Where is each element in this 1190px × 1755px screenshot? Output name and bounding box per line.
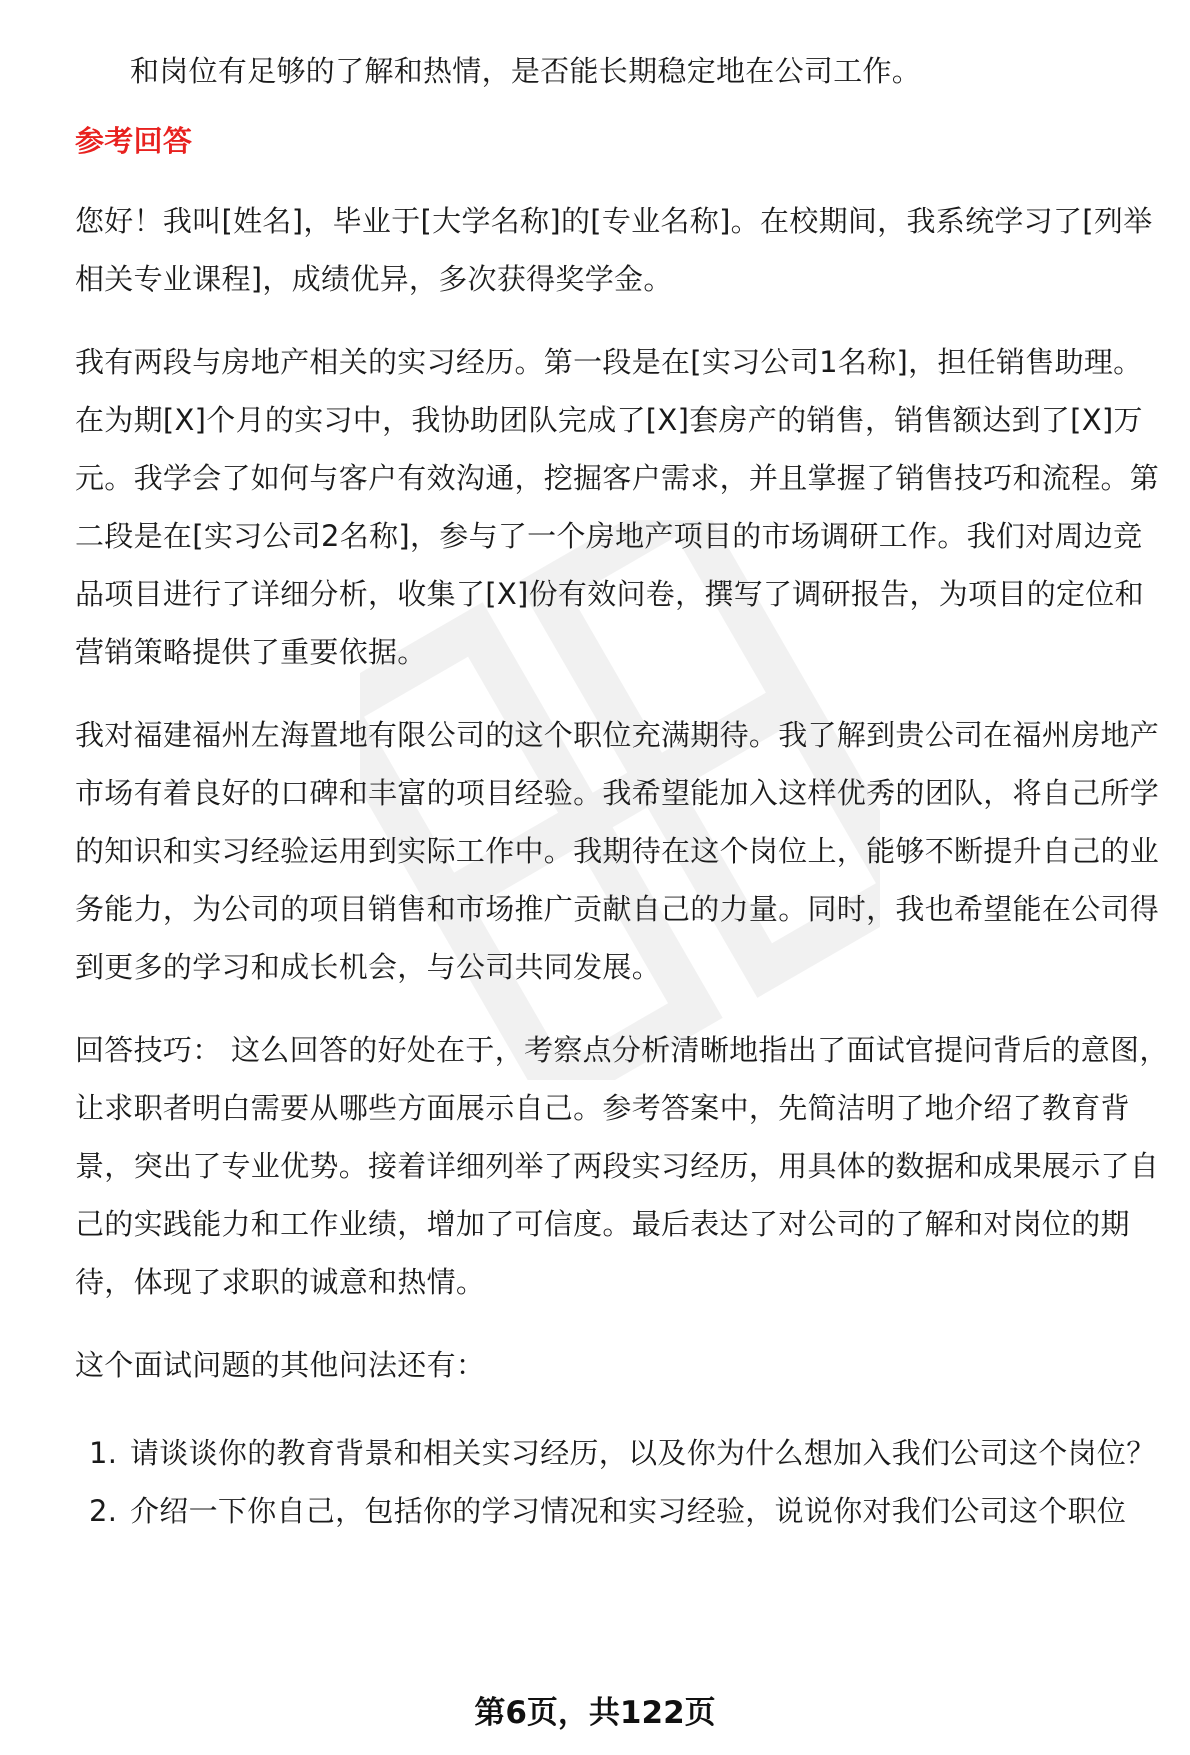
paragraph-intro: 您好！我叫[姓名]，毕业于[大学名称]的[专业名称]。在校期间，我系统学习了[列举相关专业课程]，成绩优异，多次获得奖学金。 xyxy=(75,204,1153,296)
list-item-text: 介绍一下你自己，包括你的学习情况和实习经验，说说你对我们公司这个职位 xyxy=(130,1494,1127,1528)
paragraph-internships: 我有两段与房地产相关的实习经历。第一段是在[实习公司1名称]，担任销售助理。在为期[X]个月的实习中，我协助团队完成了[X]套房产的销售，销售额达到了[X]万元。我学会了如何与客户有效沟通，挖掘客户需求，并且掌握了销售技巧和流程。第二段是在[实习公司2名称]，参与了一个房地产项目的市场调研工作。我们对周边竞品项目进行了详细分析，收集了[X]份有效问卷，撰写了调研报告，为项目的定位和营销策略提供了重要依据。 xyxy=(75,345,1160,669)
list-item-number: 1. xyxy=(89,1436,118,1470)
reference-answer-heading: 参考回答 xyxy=(75,124,193,158)
page-number-footer: 第6页，共122页 xyxy=(474,1695,716,1731)
paragraph-company-expectations: 我对福建福州左海置地有限公司的这个职位充满期待。我了解到贵公司在福州房地产市场有着良好的口碑和丰富的项目经验。我希望能加入这样优秀的团队，将自己所学的知识和实习经验运用到实际工作中。我期待在这个岗位上，能够不断提升自己的业务能力，为公司的项目销售和市场推广贡献自己的力量。同时，我也希望能在公司得到更多的学习和成长机会，与公司共同发展。 xyxy=(75,718,1160,984)
paragraph-other-phrasings: 这个面试问题的其他问法还有： xyxy=(75,1348,486,1382)
lead-line: 和岗位有足够的了解和热情，是否能长期稳定地在公司工作。 xyxy=(130,54,922,88)
list-item-text: 请谈谈你的教育背景和相关实习经历，以及你为什么想加入我们公司这个岗位？ xyxy=(130,1436,1156,1470)
list-item-number: 2. xyxy=(89,1494,118,1528)
list-item xyxy=(75,1424,1170,1482)
document-body xyxy=(75,42,1170,1540)
paragraph-answer-tips: 回答技巧： 这么回答的好处在于，考察点分析清晰地指出了面试官提问背后的意图，让求职者明白需要从哪些方面展示自己。参考答案中，先简洁明了地介绍了教育背景，突出了专业优势。接着详细列举了两段实习经历，用具体的数据和成果展示了自己的实践能力和工作业绩，增加了可信度。最后表达了对公司的了解和对岗位的期待，体现了求职的诚意和热情。 xyxy=(75,1033,1169,1299)
alt-questions-list xyxy=(75,1424,1170,1540)
list-item xyxy=(75,1482,1170,1540)
